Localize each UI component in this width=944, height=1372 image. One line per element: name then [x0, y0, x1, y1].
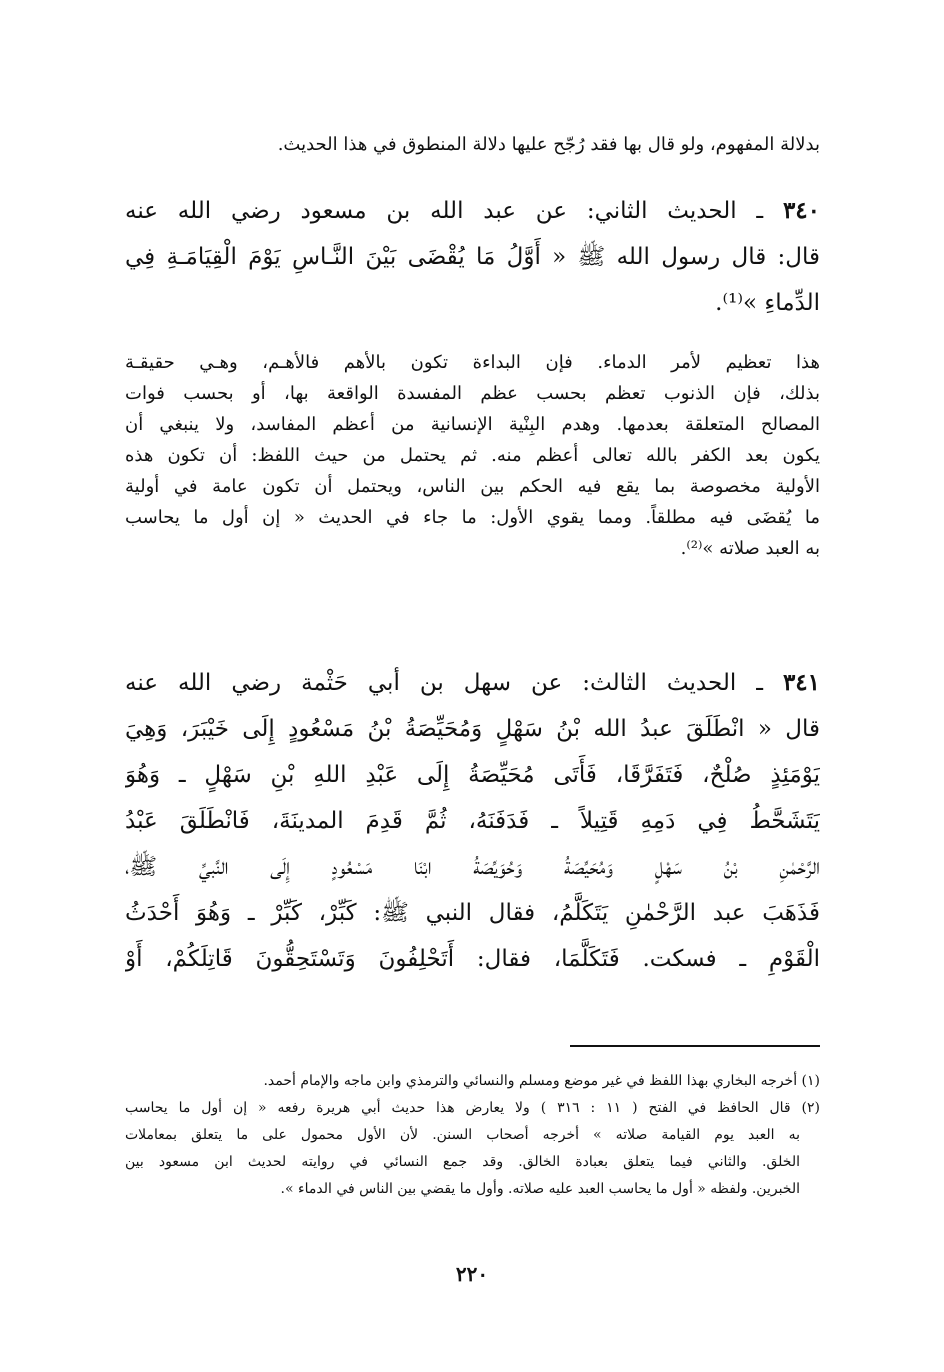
- hadith-341-text-line: الرَّحْمٰنِ بْنُ سَهْلٍ وَمُحَيِّصَةُ وَحُوَيِّصَةُ ابْنَا مَسْعُودٍ إِلَى النَّبيِّ ﷺ،: [125, 854, 820, 880]
- footnote-1: (١) أخرجه البخاري بهذا اللفظ في غير موضع ومسلم والنسائي والترمذي وابن ماجه والإمام أحمد.: [263, 1073, 820, 1089]
- commentary-line: به العبد صلاته »⁽²⁾.: [680, 538, 820, 559]
- hadith-340-text-line: الدِّماءِ »⁽¹⁾.: [715, 290, 820, 316]
- footnote-2: (٢) قال الحافظ في الفتح ( ١١ : ٣١٦ ) ولا يعارض هذا حديث أبي هريرة رفعه « إن أول ما يحاسب: [125, 1100, 820, 1116]
- hadith-341-text-line: يَوْمَئِذٍ صُلْحٌ، فَتَفَرَّقَا، فَأَتَى مُحَيِّصَةُ إِلَى عَبْدِ اللهِ بْنِ سَهْلٍ ـ وَهُوَ: [125, 762, 820, 788]
- hadith-number: ٣٤١: [782, 669, 820, 696]
- hadith-341: [125, 660, 820, 982]
- commentary-line: ما يُقضَى فيه مطلقاً. ومما يقوي الأول: ما جاء في الحديث « إن أول ما يحاسب: [125, 507, 820, 528]
- hadith-341-text-line: يَتَشَحَّطُ فِي دَمِهِ قَتِيلاً ـ فَدَفَنَهُ، ثُمَّ قَدِمَ المدينَةَ، فَانْطَلَقَ عَبْدُ: [125, 808, 820, 834]
- intro-line: بدلالة المفهوم، ولو قال بها فقد رُجّح عليها دلالة المنطوق في هذا الحديث.: [277, 134, 820, 155]
- footnote-2-continued: به العبد يوم القيامة صلاته » أخرجه أصحاب السنن. لأن الأول محمول على ما يتعلق بمعاملات: [125, 1127, 800, 1143]
- intro-paragraph: [125, 130, 820, 160]
- hadith-341-text-line: قال « انْطَلَقَ عبدُ الله بْنُ سَهْلٍ وَمُحَيِّصَةُ بْنُ مَسْعُودٍ إِلَى خَيْبَرَ، وَهِيَ: [125, 716, 820, 742]
- commentary-line: هذا تعظيم لأمر الدماء. فإن البداءة تكون بالأهم فالأهـم، وهـي حقيقـة: [125, 352, 820, 373]
- hadith-number: ٣٤٠: [782, 197, 820, 224]
- footnote-2-continued: الخلق. والثاني فيما يتعلق بعبادة الخالق. وقد جمع النسائي في روايته لحديث ابن مسعود بين: [125, 1154, 800, 1170]
- hadith-340: [125, 188, 820, 326]
- footnote-divider: [570, 1045, 820, 1047]
- footnote-2-continued: الخبرين. ولفظه « أول ما يحاسب العبد عليه صلاته. وأول ما يقضي بين الناس في الدماء ».: [280, 1181, 800, 1197]
- commentary-line: المصالح المتعلقة بعدمها. وهدم البِنْية الإنسانية من أعظم المفاسد، ولا ينبغي أن: [125, 414, 820, 435]
- commentary-paragraph: [125, 347, 820, 564]
- hadith-341-heading-text: ـ الحديث الثالث: عن سهل بن أبي حَثْمة رضي الله عنه: [125, 670, 763, 696]
- hadith-341-text-line: فَذَهَبَ عبد الرَّحْمٰنِ يَتَكَلَّمُ، فقال النبي ﷺ: كَبِّرْ، كَبِّرْ ـ وَهُوَ أَحْدَثُ: [125, 900, 820, 926]
- hadith-340-text-line: قال: قال رسول الله ﷺ « أَوَّلُ مَا يُقْضَى بَيْنَ النَّـاسِ يَوْمَ الْقِيَامَـةِ فِي: [125, 244, 820, 270]
- hadith-341-text-line: الْقَوْمِ ـ فسكت. فَتَكَلَّمَا، فقال: أَتَحْلِفُونَ وَتَسْتَحِقُّونَ قَاتِلَكُمْ، أَوْ: [125, 946, 820, 972]
- commentary-line: الأولية مخصوصة بما يقع فيه الحكم بين الناس، ويحتمل أن تكون عامة في أولية: [125, 476, 820, 497]
- commentary-line: يكون بعد الكفر بالله تعالى أعظم منه. ثم يحتمل من حيث اللفظ: أن تكون هذه: [125, 445, 820, 466]
- hadith-341-heading: [125, 660, 820, 706]
- commentary-line: بذلك، فإن الذنوب تعظم بحسب عظم المفسدة الواقعة بها، أو بحسب فوات: [125, 383, 820, 404]
- page-number: ٢٢٠: [455, 1262, 489, 1286]
- hadith-340-heading: [125, 188, 820, 234]
- hadith-340-heading-text: ـ الحديث الثاني: عن عبد الله بن مسعود رضي الله عنه: [125, 198, 764, 224]
- footnotes: [125, 1068, 820, 1203]
